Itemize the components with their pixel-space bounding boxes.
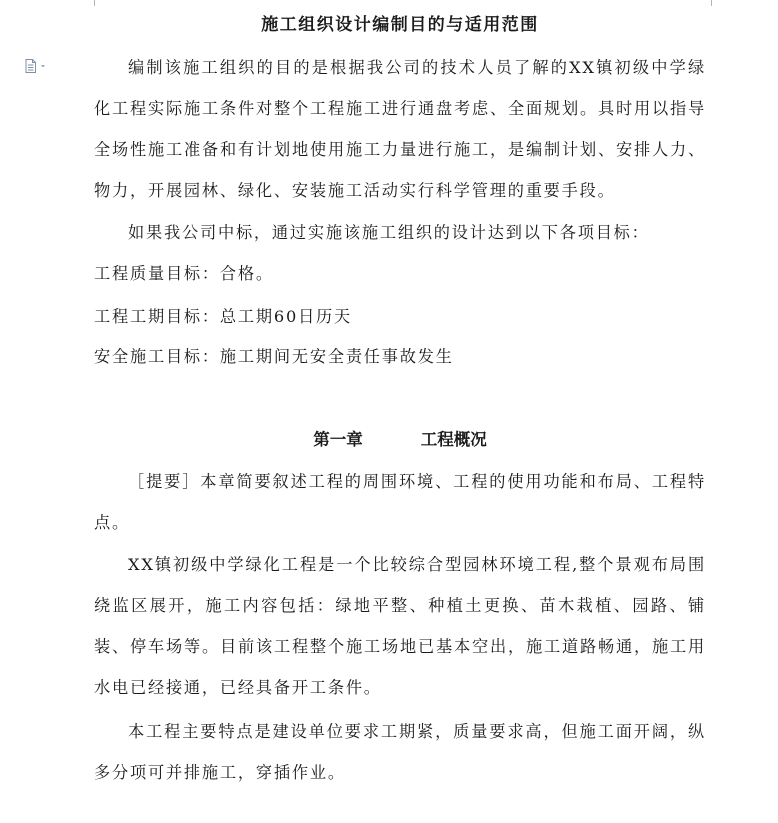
chapter-number: 第一章 <box>313 430 363 449</box>
chapter-title: 工程概况 <box>420 430 487 449</box>
targets-intro: 如果我公司中标，通过实施该施工组织的设计达到以下各项目标： <box>128 223 650 242</box>
document-icon[interactable] <box>25 58 47 72</box>
page-corner-mark-left <box>76 0 95 6</box>
purpose-paragraph: 编制该施工组织的目的是根据我公司的技术人员了解的XX镇初级中学绿化工程实际施工条件对整个工程施工进行通盘考虑、全面规划。具时用以指导全场性施工准备和有计划地使用施工力量进行施工，是编制计划、安排人力、物力，开展园林、绿化、安装施工活动实行科学管理的重要手段。 <box>94 58 706 200</box>
safety-target: 安全施工目标：施工期间无安全责任事故发生 <box>94 347 454 366</box>
overview-paragraph: XX镇初级中学绿化工程是一个比较综合型园林环境工程,整个景观布局围绕监区展开，施工内容包括：绿地平整、种植土更换、苗木栽植、园路、铺装、停车场等。目前该工程整个施工场地已基本空出，施工道路畅通，施工用水电已经接通，已经具备开工条件。 <box>94 555 706 697</box>
chapter-heading <box>94 429 706 451</box>
document-title: 施工组织设计编制目的与适用范围 <box>261 15 539 35</box>
schedule-target: 工程工期目标：总工期60日历天 <box>94 307 353 326</box>
quality-target: 工程质量目标：合格。 <box>94 264 274 283</box>
features-paragraph: 本工程主要特点是建设单位要求工期紧，质量要求高，但施工面开阔，纵多分项可并排施工，穿插作业。 <box>94 722 706 782</box>
summary-paragraph: ［提要］本章简要叙述工程的周围环境、工程的使用功能和布局、工程特点。 <box>94 472 706 532</box>
page-corner-mark-right <box>711 0 730 6</box>
